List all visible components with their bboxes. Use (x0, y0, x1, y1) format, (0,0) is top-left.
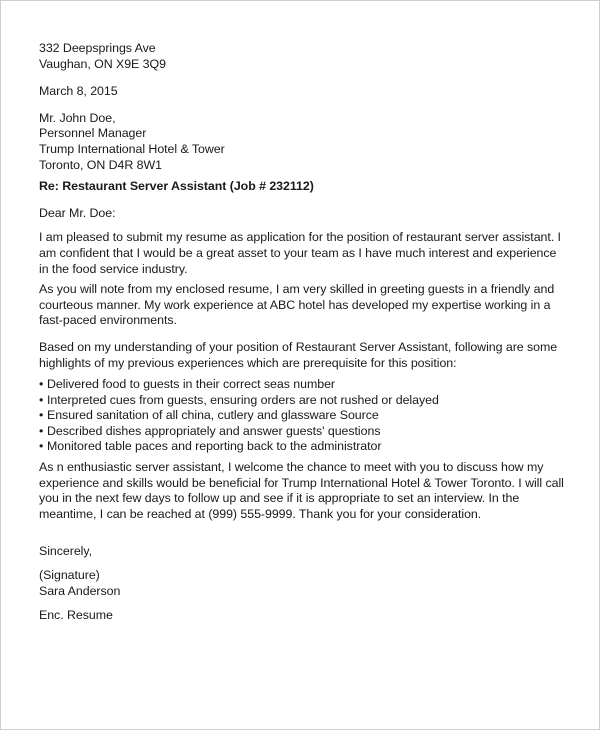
paragraph-line: meantime, I can be reached at (999) 555-9999. Thank you for your consideration. (39, 506, 482, 521)
paragraph-line: I am pleased to submit my resume as application for the position of restaurant server assistant. I (39, 230, 561, 245)
highlight-item: • Monitored table paces and reporting back to the administrator (39, 439, 569, 455)
recipient-city: Toronto, ON D4R 8W1 (39, 157, 162, 172)
paragraph-line: highlights of my previous experiences which are prerequisite for this position: (39, 355, 457, 370)
cover-letter (39, 41, 569, 624)
signer-name: Sara Anderson (39, 583, 121, 598)
highlight-item: • Ensured sanitation of all china, cutlery and glassware Source (39, 408, 569, 424)
salutation: Dear Mr. Doe: (39, 205, 116, 220)
paragraph-experience (39, 282, 569, 329)
highlight-item: • Described dishes appropriately and answer guests' questions (39, 424, 569, 440)
paragraph-line: in the food service industry. (39, 261, 188, 276)
paragraph-line: am confident that I would be a great asset to your team as I have much interest and experience (39, 245, 557, 260)
paragraph-line: experience and skills would be beneficial for Trump International Hotel & Tower Toronto. I will call (39, 475, 564, 490)
recipient-address (39, 111, 569, 173)
highlights-list (39, 377, 569, 455)
signature-placeholder: (Signature) (39, 568, 100, 583)
sender-address-line2: Vaughan, ON X9E 3Q9 (39, 56, 166, 71)
paragraph-line: you in the next few days to follow up and see if it is appropriate to set an interview. In the (39, 491, 520, 506)
paragraph-line: Based on my understanding of your position of Restaurant Server Assistant, following are some (39, 339, 558, 354)
paragraph-line: fast-paced environments. (39, 313, 177, 328)
paragraph-highlights-intro (39, 340, 569, 371)
recipient-company: Trump International Hotel & Tower (39, 141, 225, 156)
paragraph-line: As n enthusiastic server assistant, I welcome the chance to meet with you to discuss how my (39, 460, 544, 475)
valediction: Sincerely, (39, 544, 92, 559)
highlight-item: • Interpreted cues from guests, ensuring orders are not rushed or delayed (39, 393, 569, 409)
letter-date: March 8, 2015 (39, 84, 118, 99)
highlight-item: • Delivered food to guests in their correct seas number (39, 377, 569, 393)
paragraph-closing (39, 460, 569, 522)
recipient-title: Personnel Manager (39, 126, 147, 141)
sender-address (39, 41, 569, 72)
recipient-name: Mr. John Doe, (39, 110, 116, 125)
paragraph-line: As you will note from my enclosed resume, I am very skilled in greeting guests in a friendly and (39, 282, 555, 297)
paragraph-line: courteous manner. My work experience at ABC hotel has developed my expertise working in a (39, 297, 551, 312)
enclosure-note: Enc. Resume (39, 608, 113, 623)
sender-address-line1: 332 Deepsprings Ave (39, 41, 156, 55)
paragraph-intro (39, 230, 569, 277)
signature-block (39, 568, 569, 599)
letter-subject: Re: Restaurant Server Assistant (Job # 232112) (39, 179, 314, 194)
